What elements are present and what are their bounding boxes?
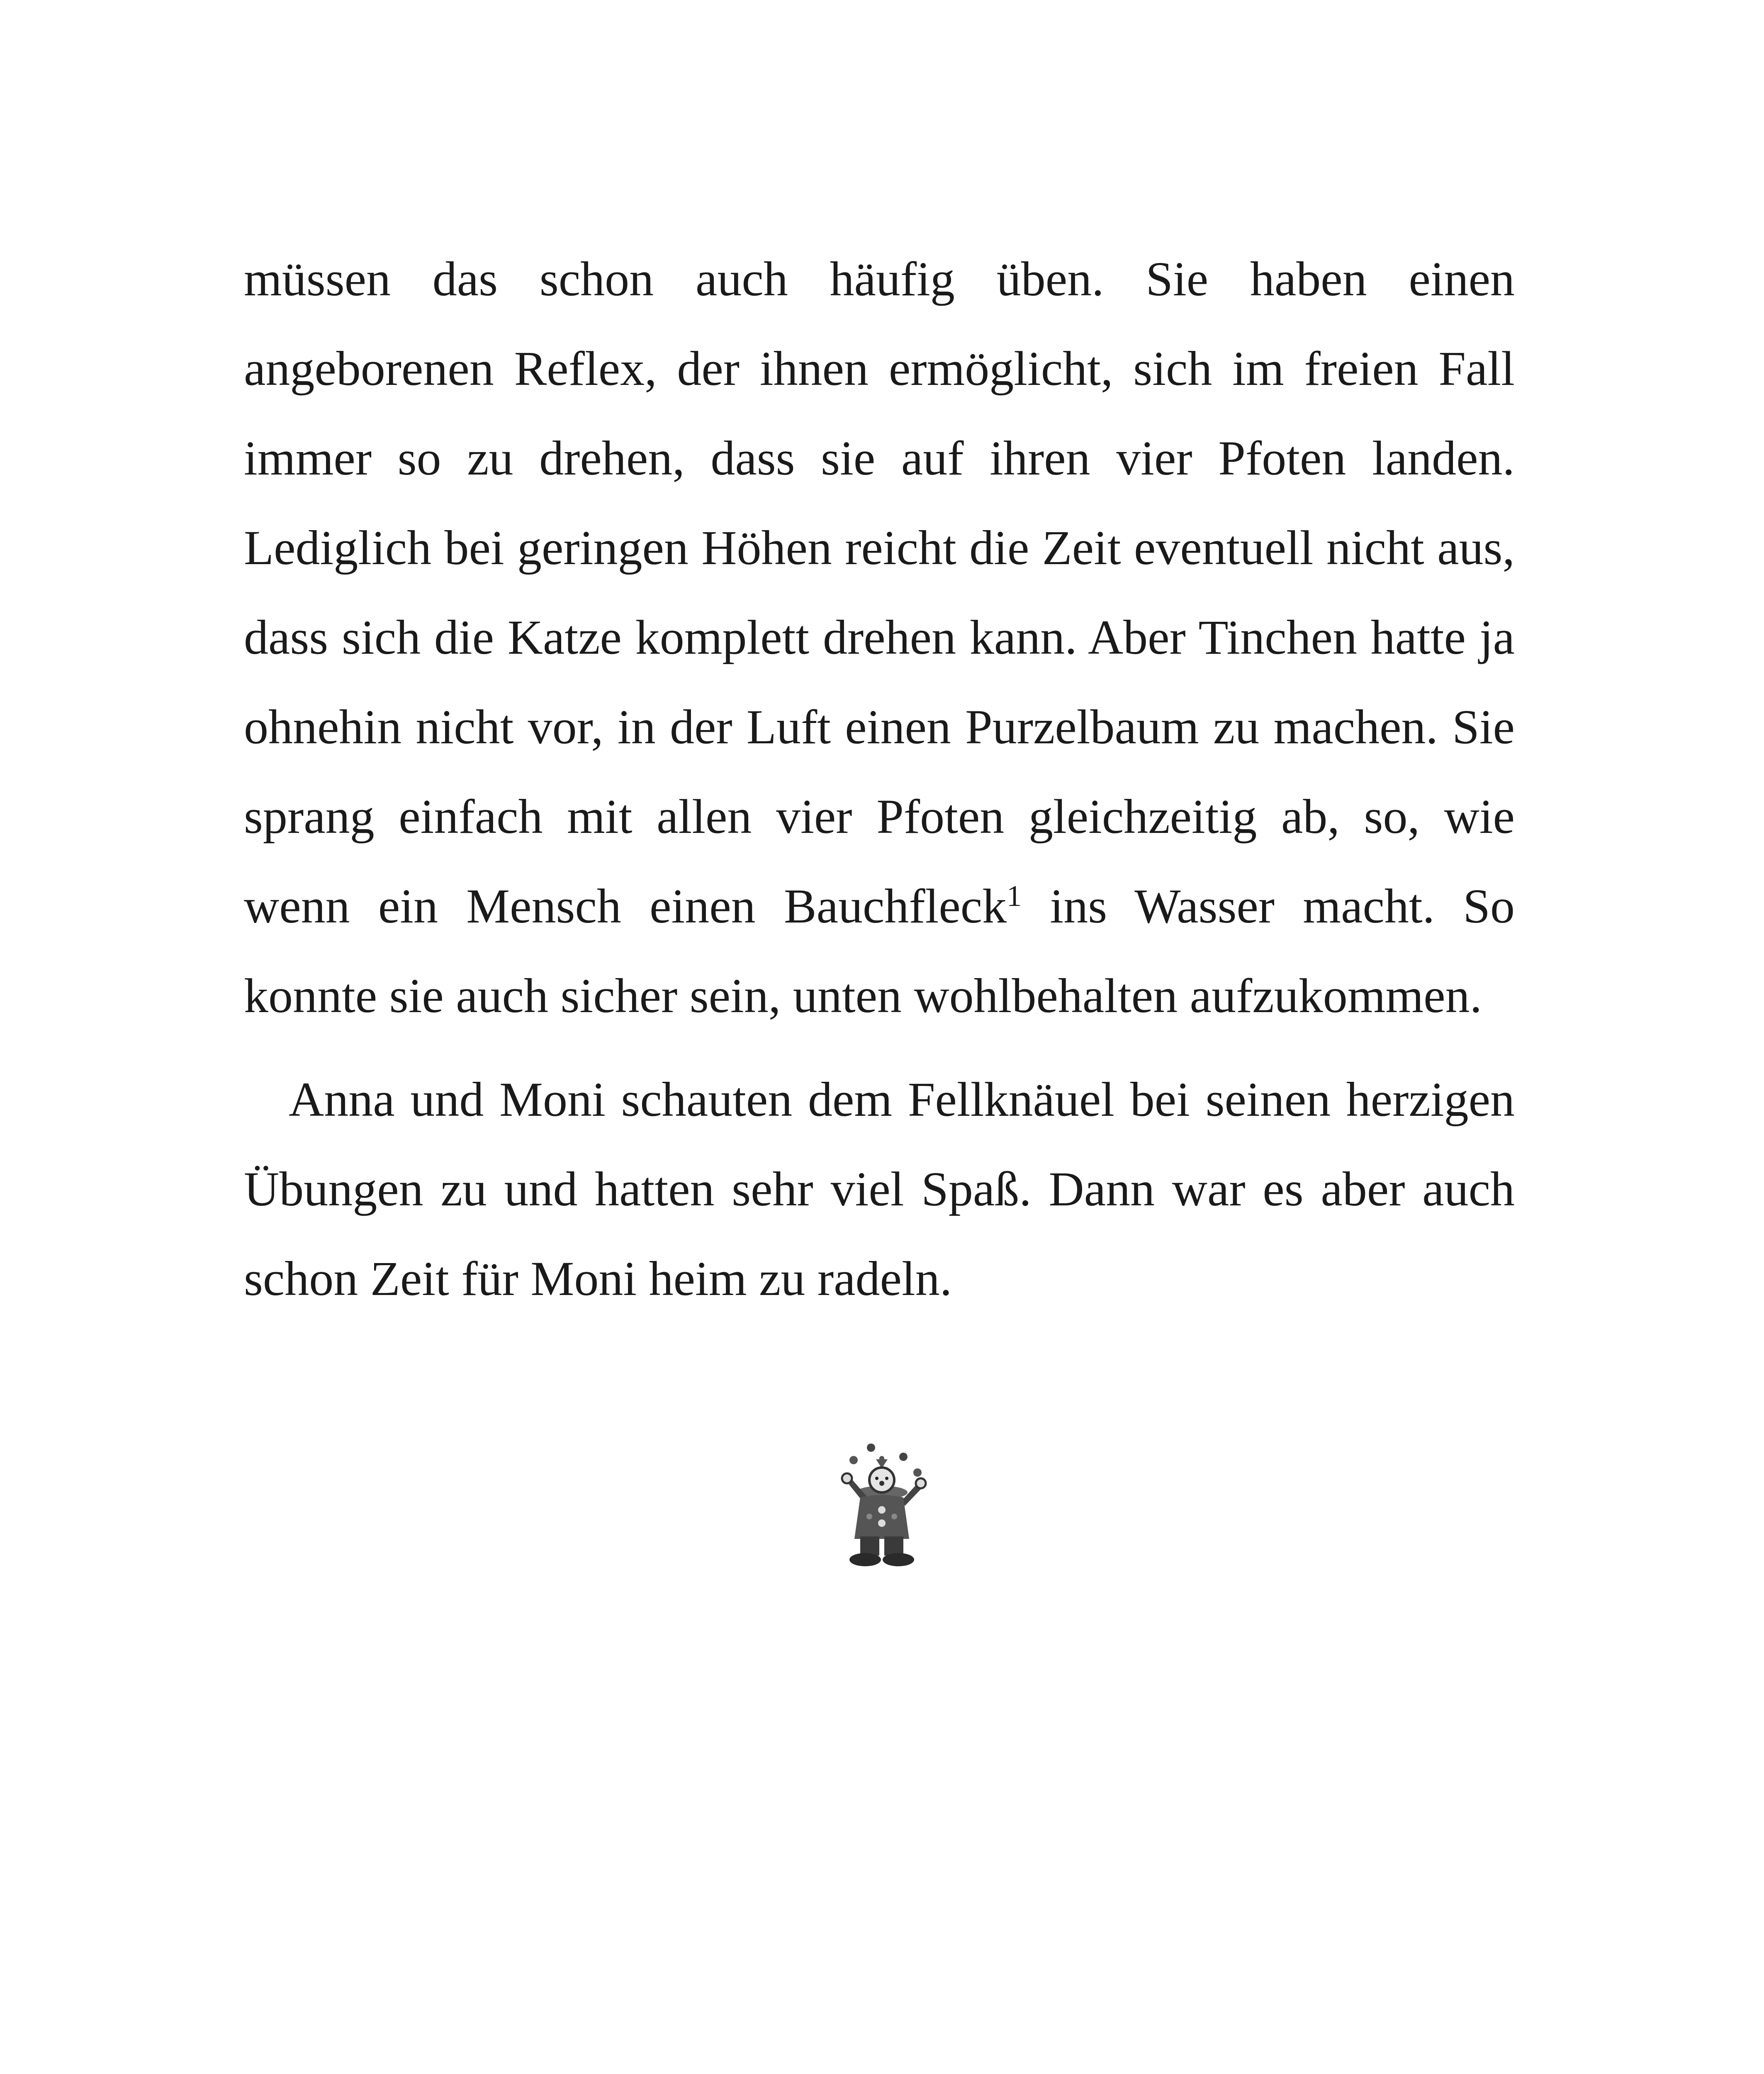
- footnote-reference: 1: [1007, 879, 1022, 913]
- paragraph-1: [244, 234, 1515, 1041]
- paragraph-1-text-after-ref: ins Wasser macht. So konnte sie auch sicher sein, unten wohlbehalten aufzukommen.: [244, 879, 1515, 1023]
- paragraph-2: Anna und Moni schauten dem Fellknäuel bei seinen herzigen Übungen zu und hatten sehr viel Spaß. Dann war es aber auch schon Zeit für Moni heim zu radeln.: [244, 1072, 1515, 1306]
- juggling-clown-icon: [830, 1444, 933, 1568]
- body-text: [244, 234, 1515, 1324]
- paragraph-1-text-before-ref: müssen das schon auch häufig üben. Sie haben einen angeborenen Reflex, der ihnen ermöglicht, sich im freien Fall immer so zu drehen, dass sie auf ihren vier Pfoten landen. Lediglich bei geringen Höhen reicht die Zeit eventuell nicht aus, dass sich die Katze komplett drehen kann. Aber Tinchen hatte ja ohnehin nicht vor, in der Luft einen Purzelbaum zu machen. Sie sprang einfach mit allen vier Pfoten gleichzeitig ab, so, wie wenn ein Mensch einen Bauchfleck: [244, 252, 1515, 933]
